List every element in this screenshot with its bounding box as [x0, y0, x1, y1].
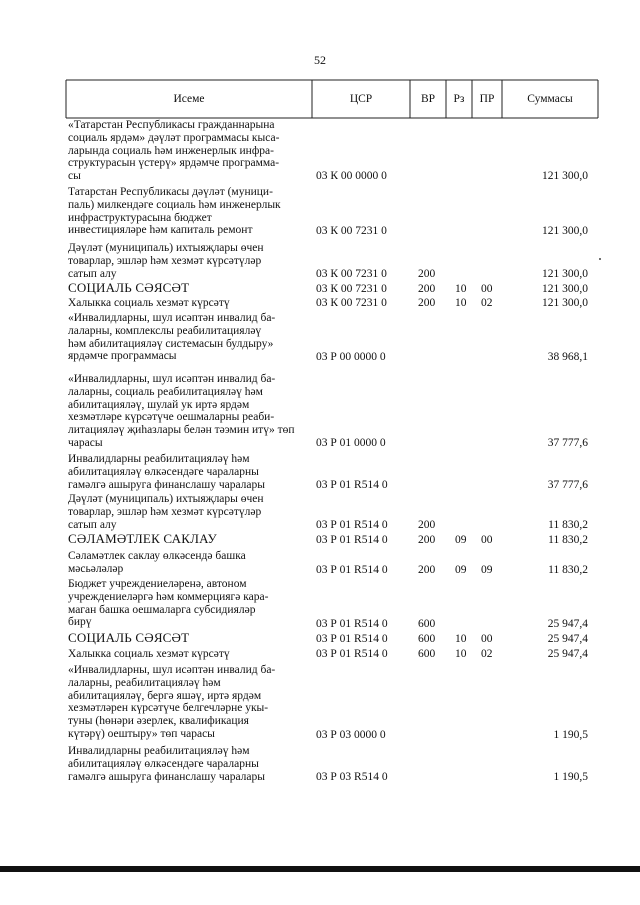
row-rz: 09 [455, 564, 467, 576]
header-pr: ПР [479, 93, 495, 105]
row-pr: 00 [481, 534, 493, 546]
row-name: «Инвалидларны, шул исәптән инвалид ба- лаларны, социаль реабилитацияләү һәм абилитацияләү, шулай ук иртә ярдәм хезмәтләре күрсәтүче оешмаларны реаби- литацияләү җиһазлары белән тәэмин итү» төп чарасы [68, 373, 295, 449]
row-sum: 121 300,0 [542, 283, 588, 295]
row-pr: 02 [481, 648, 493, 660]
row-sum: 25 947,4 [547, 618, 588, 630]
row-sum: 121 300,0 [542, 268, 588, 280]
row-vr: 200 [418, 564, 436, 576]
row-csr: 03 К 00 7231 0 [316, 297, 387, 309]
row-rz: 10 [455, 633, 467, 645]
row-name: Халыкка социаль хезмәт күрсәтү [68, 297, 230, 309]
row-sum: 1 190,5 [553, 771, 588, 783]
row-pr: 09 [481, 564, 493, 576]
row-name: СӘЛАМӘТЛЕК САКЛАУ [68, 531, 217, 546]
row-vr: 600 [418, 648, 436, 660]
row-csr: 03 Р 03 R514 0 [316, 771, 388, 783]
row-csr: 03 Р 01 R514 0 [316, 519, 388, 531]
row-csr: 03 Р 03 0000 0 [316, 729, 386, 741]
row-sum: 121 300,0 [542, 225, 588, 237]
header-vr: ВР [420, 93, 436, 105]
row-name: Инвалидларны реабилитацияләү һәм абилитацияләү өлкәсендәге чараларны гамәлгә ашыруга финанслашу чаралары [68, 453, 265, 491]
header-rz: Рз [453, 93, 465, 105]
header-csr: ЦСР [349, 93, 373, 105]
row-sum: 121 300,0 [542, 170, 588, 182]
row-pr: 00 [481, 283, 493, 295]
header-sum: Суммасы [527, 93, 573, 105]
row-csr: 03 К 00 7231 0 [316, 225, 387, 237]
row-name: Дәүләт (муниципаль) ихтыяҗлары өчен товарлар, эшләр һәм хезмәт күрсәтүләр сатып алу [68, 493, 264, 531]
row-csr: 03 К 00 7231 0 [316, 283, 387, 295]
row-sum: 1 190,5 [553, 729, 588, 741]
header-name: Исеме [173, 93, 205, 105]
row-name: «Инвалидларны, шул исәптән инвалид ба- лаларны, реабилитацияләү һәм абилитацияләү, бергә яшәү, иртә ярдәм хезмәтләрен күрсәтүче белгечләрне укы- туны (һөнәри әзерлек, квалификация күтәрү) оештыру» төп чарасы [68, 664, 276, 740]
row-vr: 200 [418, 283, 436, 295]
row-rz: 10 [455, 297, 467, 309]
row-sum: 37 777,6 [547, 437, 588, 449]
row-name: СОЦИАЛЬ СӘЯСӘТ [68, 630, 190, 645]
row-csr: 03 Р 01 R514 0 [316, 618, 388, 630]
row-vr: 200 [418, 297, 436, 309]
row-name: Татарстан Республикасы дәүләт (муници- паль) милкендәге социаль һәм инженерлык инфраструктурасына бюджет инвестицияләре һәм капиталь ремонт [68, 186, 281, 237]
row-vr: 600 [418, 618, 436, 630]
row-csr: 03 К 00 7231 0 [316, 268, 387, 280]
row-csr: 03 Р 01 R514 0 [316, 633, 388, 645]
row-csr: 03 Р 01 R514 0 [316, 479, 388, 491]
row-sum: 11 830,2 [548, 564, 588, 576]
row-rz: 09 [455, 534, 467, 546]
row-vr: 600 [418, 633, 436, 645]
row-csr: 03 Р 01 R514 0 [316, 648, 388, 660]
row-vr: 200 [418, 268, 436, 280]
row-csr: 03 Р 00 0000 0 [316, 351, 386, 363]
row-name: «Инвалидларны, шул исәптән инвалид ба- лаларны, комплекслы реабилитацияләү һәм абилитацияләү системасын булдыру» ярдәмче программасы [68, 312, 276, 363]
row-name: Бюджет учреждениеләренә, автоном учреждениеләргә һәм коммерциягә кара- маган башка оешмаларга субсидияләр бирү [68, 578, 269, 629]
row-rz: 10 [455, 648, 467, 660]
row-vr: 200 [418, 519, 436, 531]
row-sum: 11 830,2 [548, 534, 588, 546]
scan-speck [599, 258, 601, 260]
page-number: 52 [314, 53, 326, 67]
row-csr: 03 К 00 0000 0 [316, 170, 387, 182]
row-sum: 11 830,2 [548, 519, 588, 531]
row-rz: 10 [455, 283, 467, 295]
row-sum: 25 947,4 [547, 633, 588, 645]
row-name: «Татарстан Республикасы гражданнарына социаль ярдәм» дәүләт программасы кыса- ларында социаль һәм инженерлык инфра- структурасын үстерү» ярдәмче программа- сы [68, 119, 280, 183]
row-pr: 00 [481, 633, 493, 645]
scan-bottom-edge [0, 866, 640, 872]
row-sum: 38 968,1 [547, 351, 588, 363]
row-csr: 03 Р 01 0000 0 [316, 437, 386, 449]
row-sum: 37 777,6 [547, 479, 588, 491]
row-csr: 03 Р 01 R514 0 [316, 564, 388, 576]
row-pr: 02 [481, 297, 493, 309]
row-name: Сәламәтлек саклау өлкәсендә башка мәсьәләләр [68, 550, 246, 575]
row-name: СОЦИАЛЬ СӘЯСӘТ [68, 280, 190, 295]
row-sum: 121 300,0 [542, 297, 588, 309]
row-csr: 03 Р 01 R514 0 [316, 534, 388, 546]
row-sum: 25 947,4 [547, 648, 588, 660]
row-name: Инвалидларны реабилитацияләү һәм абилитацияләү өлкәсендәге чараларны гамәлгә ашыруга финанслашу чаралары [68, 745, 265, 783]
row-vr: 200 [418, 534, 436, 546]
row-name: Дәүләт (муниципаль) ихтыяҗлары өчен товарлар, эшләр һәм хезмәт күрсәтүләр сатып алу [68, 242, 264, 280]
row-name: Халыкка социаль хезмәт күрсәтү [68, 648, 230, 660]
